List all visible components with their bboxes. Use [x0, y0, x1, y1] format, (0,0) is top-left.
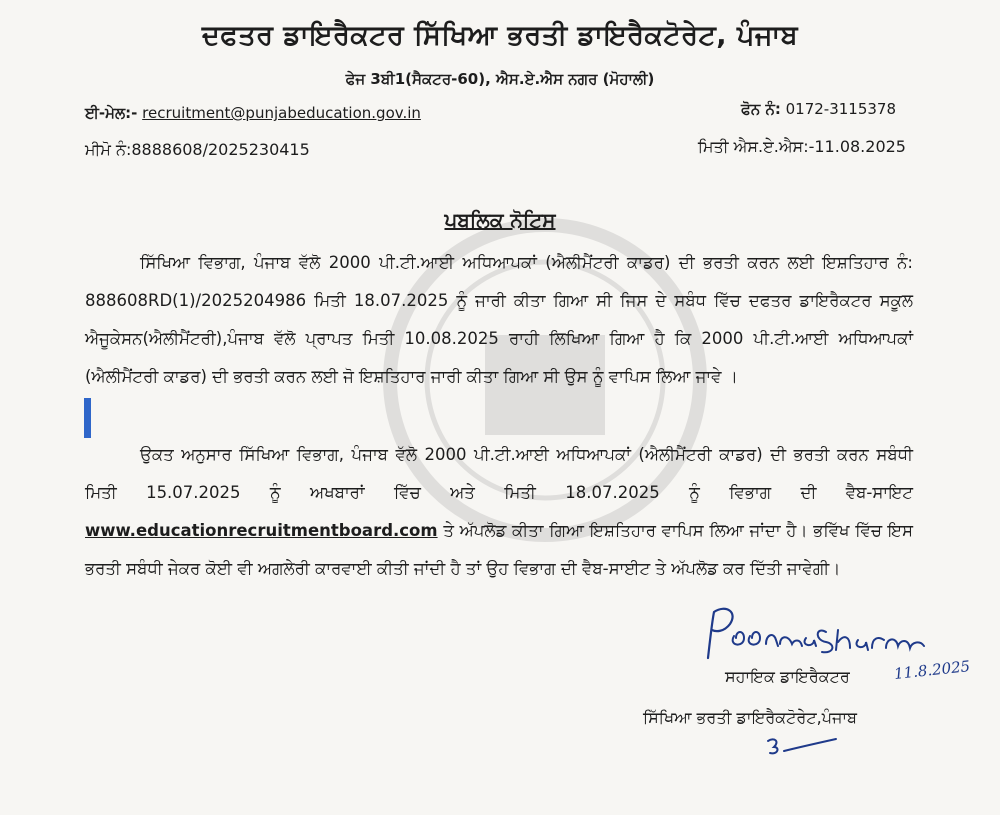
svg-text:11.8.2025: 11.8.2025 [893, 657, 971, 683]
signatory-directorate: ਸਿੱਖਿਆ ਭਰਤੀ ਡਾਇਰੈਕਟੋਰੇਟ,ਪੰਜਾਬ [643, 708, 858, 727]
handwritten-date [892, 653, 982, 685]
email-label: ਈ-ਮੇਲ:- [85, 104, 138, 122]
email-link[interactable]: recruitment@punjabeducation.gov.in [142, 104, 421, 122]
office-address: ਫੇਜ 3ਬੀ1(ਸੈਕਟਰ-60), ਐਸ.ਏ.ਐਸ ਨਗਰ (ਮੋਹਾਲੀ) [345, 70, 655, 88]
paragraph-2-text-start: ਉਕਤ ਅਨੁਸਾਰ ਸਿੱਖਿਆ ਵਿਭਾਗ, ਪੰਜਾਬ ਵੱਲੋ 2000 ਪੀ.ਟੀ.ਆਈ ਅਧਿਆਪਕਾਂ (ਐਲੀਮੈਂਟਰੀ ਕਾਡਰ) ਦੀ ਭਰਤੀ ਕਰਨ ਸਬੰਧੀ ਮਿਤੀ 15.07.2025 ਨੂੰ ਅਖਬਾਰਾਂ ਵਿੱਚ ਅਤੇ ਮਿਤੀ 18.07.2025 ਨੂੰ ਵਿਭਾਗ ਦੀ ਵੈਬ-ਸਾਇਟ [85, 445, 913, 502]
signatory-designation: ਸਹਾਇਕ ਡਾਇਰੈਕਟਰ [725, 667, 850, 686]
notice-heading: ਪਬਲਿਕ ਨੋਟਿਸ [444, 208, 556, 232]
website-link[interactable]: www.educationrecruitmentboard.com [85, 521, 438, 540]
office-title: ਦਫਤਰ ਡਾਇਰੈਕਟਰ ਸਿੱਖਿਆ ਭਰਤੀ ਡਾਇਰੈਕਟੋਰੇਟ, ਪੰਜਾਬ [201, 20, 799, 51]
phone-line [741, 100, 896, 118]
notice-paragraph-2 [85, 436, 913, 588]
paragraph-2-text-end: ਤੇ ਅੱਪਲੋਡ ਕੀਤਾ ਗਿਆ ਇਸ਼ਤਿਹਾਰ ਵਾਪਿਸ ਲਿਆ ਜਾਂਦਾ ਹੈ। ਭਵਿੱਖ ਵਿੱਚ ਇਸ ਭਰਤੀ ਸਬੰਧੀ ਜੇਕਰ ਕੋਈ ਵੀ ਅਗਲੇਰੀ ਕਾਰਵਾਈ ਕੀਤੀ ਜਾਂਦੀ ਹੈ ਤਾਂ ਉਹ ਵਿਭਾਗ ਦੀ ਵੈਬ-ਸਾਈਟ ਤੇ ਅੱਪਲੋਡ ਕਰ ਦਿੱਤੀ ਜਾਵੇਗੀ। [85, 521, 913, 578]
memo-number: ਮੀਮੋ ਨੰ:8888608/2025230415 [85, 140, 310, 159]
email-line [85, 104, 421, 122]
notice-paragraph-1: ਸਿੱਖਿਆ ਵਿਭਾਗ, ਪੰਜਾਬ ਵੱਲੋ 2000 ਪੀ.ਟੀ.ਆਈ ਅਧਿਆਪਕਾਂ (ਐਲੀਮੈਂਟਰੀ ਕਾਡਰ) ਦੀ ਭਰਤੀ ਕਰਨ ਲਈ ਇਸ਼ਤਿਹਾਰ ਨੰ: 888608RD(1)/2025204986 ਮਿਤੀ 18.07.2025 ਨੂੰ ਜਾਰੀ ਕੀਤਾ ਗਿਆ ਸੀ ਜਿਸ ਦੇ ਸਬੰਧ ਵਿੱਚ ਦਫਤਰ ਡਾਇਰੈਕਟਰ ਸਕੂਲ ਐਜੂਕੇਸਨ(ਐਲੀਮੈਂਟਰੀ),ਪੰਜਾਬ ਵੱਲੋ ਪ੍ਰਾਪਤ ਮਿਤੀ 10.08.2025 ਰਾਹੀ ਲਿਖਿਆ ਗਿਆ ਹੈ ਕਿ 2000 ਪੀ.ਟੀ.ਆਈ ਅਧਿਆਪਕਾਂ (ਐਲੀਮੈਂਟਰੀ ਕਾਡਰ) ਦੀ ਭਰਤੀ ਕਰਨ ਲਈ ਜੋ ਇਸ਼ਤਿਹਾਰ ਜਾਰੀ ਕੀਤਾ ਗਿਆ ਸੀ ਉਸ ਨੂੰ ਵਾਪਿਸ ਲਿਆ ਜਾਵੇ । [85, 253, 913, 386]
issue-date: ਮਿਤੀ ਐਸ.ਏ.ਐਸ:-11.08.2025 [697, 137, 906, 156]
phone-number: 0172-3115378 [785, 100, 896, 118]
phone-label: ਫੋਨ ਨੰ: [741, 100, 781, 118]
text-cursor [84, 398, 91, 438]
initial-mark [760, 733, 840, 763]
